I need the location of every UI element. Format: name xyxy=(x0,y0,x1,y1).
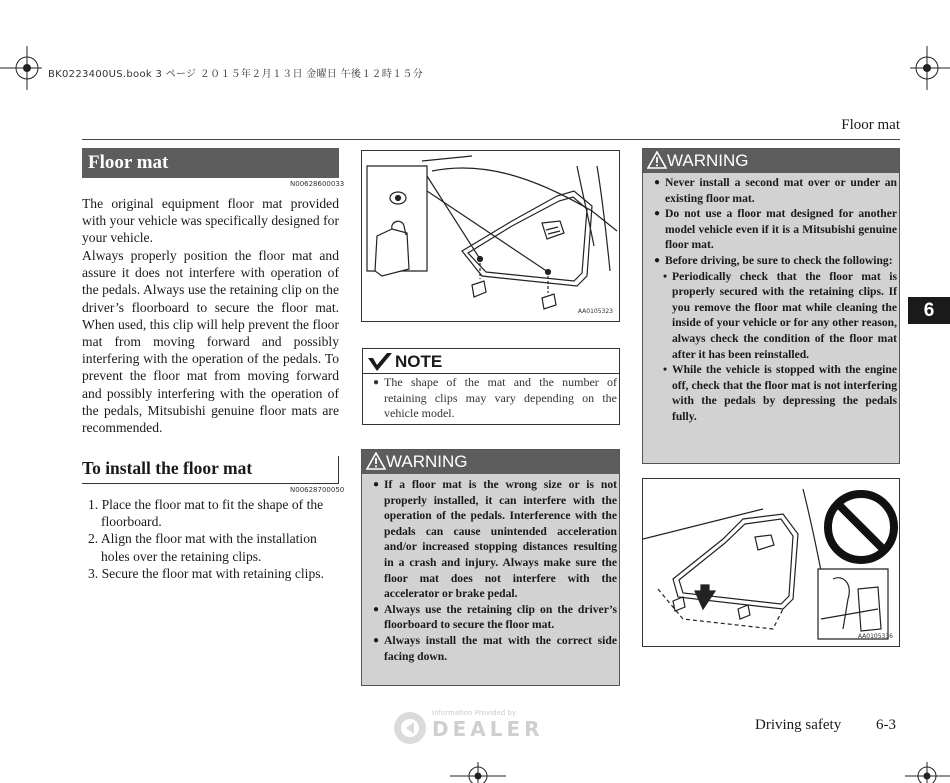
intro-paragraph: The original equipment floor mat provided with your vehicle was specifically designed for your vehicle. xyxy=(82,196,339,246)
note-heading: NOTE xyxy=(395,352,443,371)
crop-mark-bottom-right xyxy=(905,762,950,783)
figure-floor-mat-clips xyxy=(361,150,620,322)
footer-page-number: 6-3 xyxy=(876,717,896,733)
warning-heading: WARNING xyxy=(667,151,749,170)
note-divider xyxy=(363,373,619,374)
dealer-watermark xyxy=(390,708,560,748)
warning-item: ● Never install a second mat over or under an existing floor mat. xyxy=(654,175,897,206)
warning-body xyxy=(654,175,897,425)
figure-code: AA0105336 xyxy=(857,633,893,640)
note-body xyxy=(373,375,617,422)
install-step: 1. Place the floor mat to fit the shape of the floorboard. xyxy=(88,497,324,530)
warning-item: ● Always install the mat with the correct side facing down. xyxy=(373,633,617,664)
warning-item: ● If a floor mat is the wrong size or is not properly installed, it can interfere with the operation of the pedals. Interference with the pedals can cause unintended acceleration and/or increased stopping distances resulting in a crash and injury. Always make sure the floor mat does not interfere with the accelerator or brake pedal. xyxy=(373,477,617,602)
install-step: 2. Align the floor mat with the installation holes over the retaining clips. xyxy=(88,531,317,564)
section-code: N00628600033 xyxy=(290,180,345,188)
install-step: 3. Secure the floor mat with retaining clips. xyxy=(88,565,324,581)
print-info: BK0223400US.book 3 ページ ２０１５年２月１３日 金曜日 午後１２時１５分 xyxy=(48,69,424,80)
crop-mark-top-right xyxy=(900,38,950,98)
warning-header xyxy=(643,149,899,173)
warning-triangle-icon xyxy=(647,151,667,169)
warning-item: ● Before driving, be sure to check the following: xyxy=(654,253,897,269)
dealer-logo-icon xyxy=(392,710,428,746)
warning-item: ● Do not use a floor mat designed for another model vehicle even if it is a Mitsubishi genuine floor mat. xyxy=(654,206,897,253)
warning-heading: WARNING xyxy=(386,452,468,471)
figure-code: AA0105323 xyxy=(577,308,613,315)
install-code: N00628700050 xyxy=(290,486,345,494)
warning-triangle-icon xyxy=(366,452,386,470)
install-steps xyxy=(88,496,340,582)
warning-subitem: • Periodically check that the floor mat is properly secured with the retaining clips. If you remove the floor mat while cleaning the inside of your vehicle or for any other reason, always check the condition of the floor mat after it has been reinstalled. xyxy=(663,269,897,361)
header-rule xyxy=(82,139,900,140)
warning-item: ● Always use the retaining clip on the driver’s floorboard to secure the floor mat. xyxy=(373,602,617,633)
warning-box-right xyxy=(642,148,900,464)
watermark-caption: Information Provided by: xyxy=(432,709,518,717)
mat-slip-prohibited-illustration xyxy=(643,479,899,646)
crop-mark-bottom-center xyxy=(450,762,506,783)
section-heading-install: To install the floor mat xyxy=(82,456,339,484)
warning-body xyxy=(373,477,617,664)
figure-mat-moving-forward xyxy=(642,478,900,647)
page-header-title: Floor mat xyxy=(841,117,900,133)
warning-box-middle xyxy=(361,449,620,686)
usage-paragraph: Always properly position the floor mat and assure it does not interfere with operation of the pedals. Always use the retaining clip on the driver’s floorboard to secure the floor mat. When used, this clip will help prevent the floor mat from moving forward and possibly interfering with the operation of the pedals. To prevent the floor mat from moving forward and possibly interfering with the operation of the pedals, Mitsubishi genuine floor mats are recommended. xyxy=(82,248,339,436)
note-box xyxy=(362,348,620,425)
section-heading-floor-mat: Floor mat xyxy=(82,148,339,178)
watermark-brand: DEALER xyxy=(432,717,544,741)
note-check-icon xyxy=(367,352,393,372)
warning-subitem: • While the vehicle is stopped with the engine off, check that the floor mat is not interfering with the pedals by depressing the pedals fully. xyxy=(663,363,897,423)
chapter-tab: 6 xyxy=(908,297,950,324)
floor-mat-clip-illustration xyxy=(362,151,619,321)
footer-section-title: Driving safety xyxy=(755,717,842,733)
warning-header xyxy=(362,450,619,474)
note-item: ● The shape of the mat and the number of retaining clips may vary depending on the vehicle model. xyxy=(373,375,617,422)
